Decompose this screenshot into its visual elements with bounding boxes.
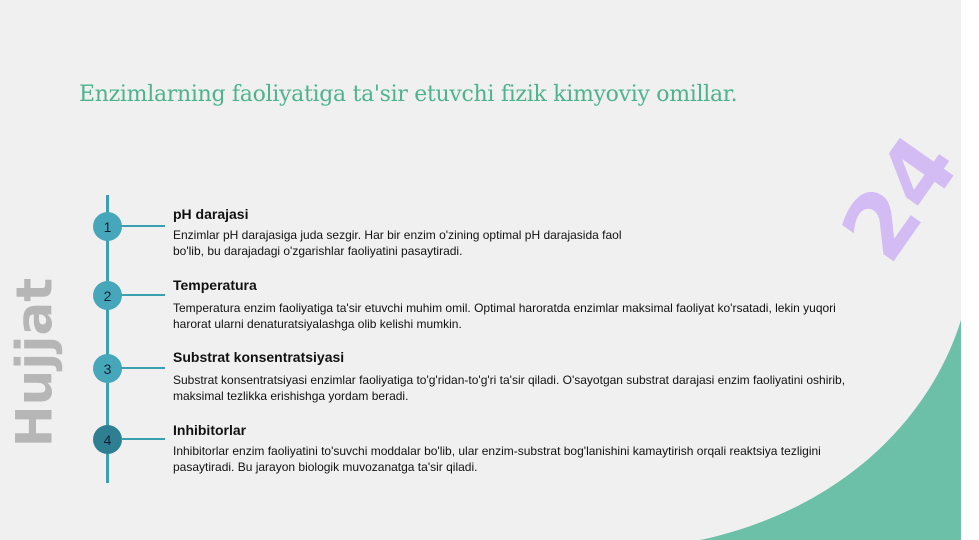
item-text: Temperatura enzim faoliyatiga ta'sir etuvchi muhim omil. Optimal haroratda enzimlar maksimal faoliyat ko'rsatadi, lekin yuqori harorat ularni denaturatsiyalashga olib kelishi mumkin. (173, 301, 836, 331)
item-text: Inhibitorlar enzim faoliyatini to'suvchi moddalar bo'lib, ular enzim-substrat bog'lanishini kamaytirish orqali reaktsiya tezligini pasaytiradi. Bu jarayon biologik muvozanatga ta'sir qiladi. (173, 444, 821, 474)
item-heading: Temperatura (173, 277, 257, 293)
connector (121, 438, 165, 440)
connector (121, 367, 165, 369)
item-heading: Substrat konsentratsiyasi (173, 349, 345, 365)
connector (121, 225, 165, 227)
step-number: 2 (93, 281, 122, 310)
item-text: Enzimlar pH darajasiga juda sezgir. Har bir enzim o'zining optimal pH darajasida faol bo'lib, bu darajadagi o'zgarishlar faoliyatini pasaytiradi. (173, 228, 622, 258)
item-heading: Inhibitorlar (173, 422, 247, 438)
connector (121, 294, 165, 296)
step-number: 1 (93, 212, 122, 241)
watermark-logo: Hujjat (5, 277, 64, 448)
watermark-logo-number: 24 (821, 116, 979, 280)
slide-title: Enzimlarning faoliyatiga ta'sir etuvchi fizik kimyoviy omillar. (79, 82, 738, 107)
item-text: Substrat konsentratsiyasi enzimlar faoliyatiga to'g'ridan-to'g'ri ta'sir qiladi. O'sayotgan substrat darajasi enzim faoliyatini oshirib, maksimal tezlikka erishishga yordam beradi. (173, 373, 846, 403)
step-number: 4 (93, 425, 122, 454)
item-heading: pH darajasi (173, 206, 249, 222)
step-number: 3 (93, 354, 122, 383)
